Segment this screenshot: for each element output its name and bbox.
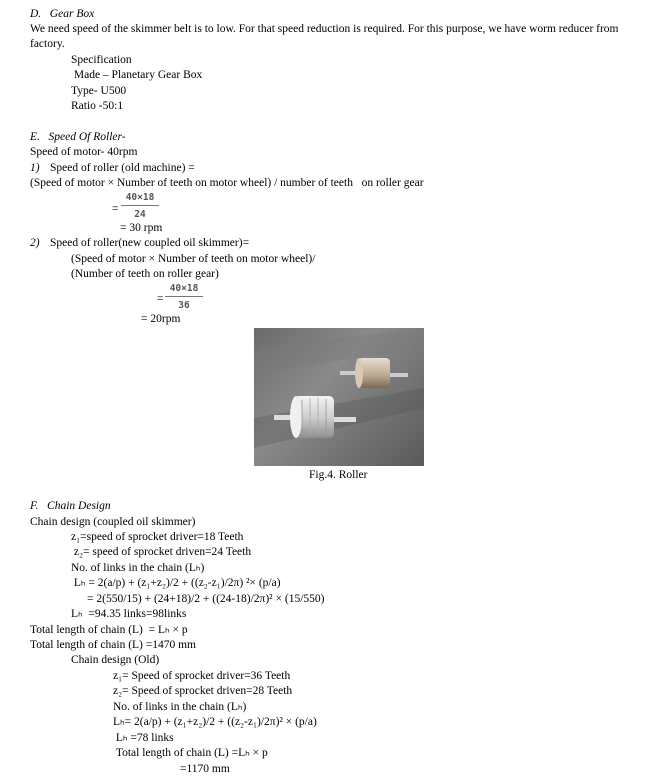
coupled-total-formula: Total length of chain (L) = Lₕ × p <box>30 624 188 636</box>
coupled-z1: z₁=speed of sprocket driver=18 Teeth <box>71 531 244 543</box>
chain-design-coupled-title: Chain design (coupled oil skimmer) <box>30 516 196 528</box>
section-heading-speed-of-roller: E. Speed Of Roller- <box>30 131 126 143</box>
coupled-links-title: No. of links in the chain (Lₕ) <box>71 562 205 574</box>
coupled-lh-result: Lₕ =94.35 links=98links <box>71 608 187 620</box>
old-z1: z₁= Speed of sprocket driver=36 Teeth <box>113 670 291 682</box>
item1-formula: (Speed of motor × Number of teeth on motor wheel) / number of teeth on roller gear <box>30 177 424 189</box>
item1-equals: = <box>112 203 119 215</box>
item2-fraction-bar <box>165 296 203 297</box>
upper-roller <box>340 358 408 388</box>
motor-speed: Speed of motor- 40rpm <box>30 146 138 158</box>
coupled-lh-formula: Lₕ = 2(a/p) + (z₁+z₂)/2 + ((z₂-z₁)/2π) ²× (p/a) <box>71 577 281 589</box>
spec-title: Specification <box>71 54 132 66</box>
gear-box-paragraph-line1: We need speed of the skimmer belt is to low. For that speed reduction is required. For this purpose, we have worm reducer from <box>30 23 619 35</box>
spec-type: Type- U500 <box>71 85 127 97</box>
old-links-title: No. of links in the chain (Lₕ) <box>113 701 247 713</box>
old-lh-result: Lₕ =78 links <box>113 732 174 744</box>
coupled-z2: z₂= speed of sprocket driven=24 Teeth <box>71 546 252 558</box>
item2-denominator: 36 <box>178 300 190 311</box>
item1-title: Speed of roller (old machine) = <box>50 162 195 174</box>
coupled-total-result: Total length of chain (L) =1470 mm <box>30 639 197 651</box>
gear-box-paragraph-line2: factory. <box>30 38 65 50</box>
roller-photo <box>254 328 424 466</box>
item2-formula-line1: (Speed of motor × Number of teeth on motor wheel)/ <box>71 253 316 265</box>
item2-numerator: 40×18 <box>169 283 199 294</box>
roller-illustration <box>254 328 424 466</box>
item1-numerator: 40×18 <box>125 192 155 203</box>
old-total-formula: Total length of chain (L) =Lₕ × p <box>113 747 268 759</box>
item1-number: 1) <box>30 162 40 174</box>
old-total-result: =1170 mm <box>180 763 230 775</box>
item2-formula-line2: (Number of teeth on roller gear) <box>71 268 219 280</box>
spec-ratio: Ratio -50:1 <box>71 100 124 112</box>
item2-number: 2) <box>30 237 40 249</box>
item2-title: Speed of roller(new coupled oil skimmer)= <box>50 237 250 249</box>
chain-design-old-title: Chain design (Old) <box>71 654 160 666</box>
item1-fraction-bar <box>121 205 159 206</box>
spec-made: Made – Planetary Gear Box <box>71 69 203 81</box>
item2-equals: = <box>157 293 164 305</box>
item2-fraction <box>165 283 203 311</box>
section-heading-gear-box: D. Gear Box <box>30 8 95 20</box>
item2-result: = 20rpm <box>141 313 181 325</box>
item1-fraction <box>121 192 159 220</box>
coupled-lh-substitution: = 2(550/15) + (24+18)/2 + ((24-18)/2π)² × (15/550) <box>87 593 325 605</box>
item1-result: = 30 rpm <box>120 222 163 234</box>
old-z2: z₂= Speed of sprocket driven=28 Teeth <box>113 685 293 697</box>
section-heading-chain-design: F. Chain Design <box>30 500 111 512</box>
old-lh-formula: Lₕ= 2(a/p) + (z₁+z₂)/2 + ((z₂-z₁)/2π)² × (p/a) <box>113 716 317 728</box>
item1-denominator: 24 <box>134 209 146 220</box>
figure-caption: Fig.4. Roller <box>309 469 368 481</box>
